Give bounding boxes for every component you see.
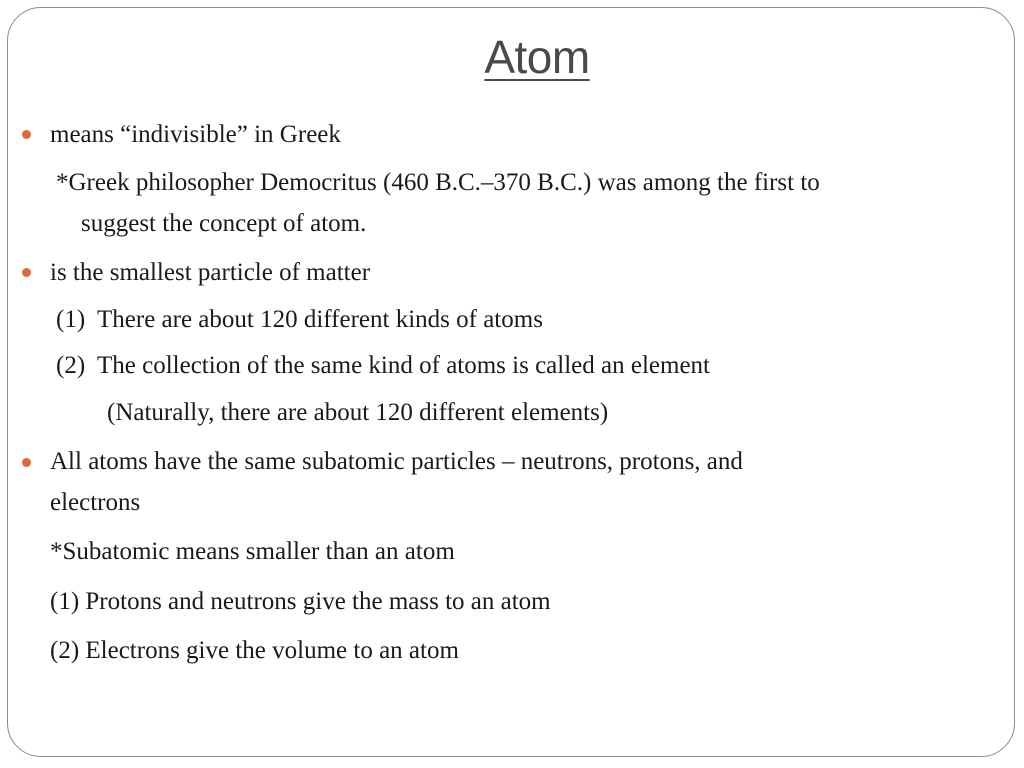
subatomic-definition: *Subatomic means smaller than an atom bbox=[50, 538, 455, 565]
bullet-1-note-line-2: suggest the concept of atom. bbox=[81, 210, 367, 237]
element-note: (Naturally, there are about 120 different elements) bbox=[107, 399, 609, 426]
bullet-1-text: means “indivisible” in Greek bbox=[50, 121, 341, 148]
item-text: The collection of the same kind of atoms is called an element bbox=[97, 352, 710, 379]
electrons-fact: (2) Electrons give the volume to an atom bbox=[50, 637, 459, 664]
bullet-dot-icon bbox=[22, 130, 31, 139]
item-text: There are about 120 different kinds of atoms bbox=[97, 306, 543, 333]
bullet-2-text: is the smallest particle of matter bbox=[50, 259, 371, 286]
numbered-item-1 bbox=[56, 305, 543, 335]
bullet-dot-icon bbox=[22, 458, 31, 467]
bullet-1-note-line-1: *Greek philosopher Democritus (460 B.C.–370 B.C.) was among the first to bbox=[56, 169, 820, 196]
numbered-item-2 bbox=[56, 351, 710, 381]
item-number: (1) bbox=[56, 306, 86, 333]
bullet-3-text-line-1: All atoms have the same subatomic particles – neutrons, protons, and bbox=[50, 448, 743, 475]
item-number: (2) bbox=[56, 352, 86, 379]
slide-title: Atom bbox=[484, 31, 590, 83]
protons-neutrons-fact: (1) Protons and neutrons give the mass to an atom bbox=[50, 588, 551, 615]
bullet-3-text-line-2: electrons bbox=[50, 489, 141, 516]
bullet-dot-icon bbox=[22, 268, 31, 277]
